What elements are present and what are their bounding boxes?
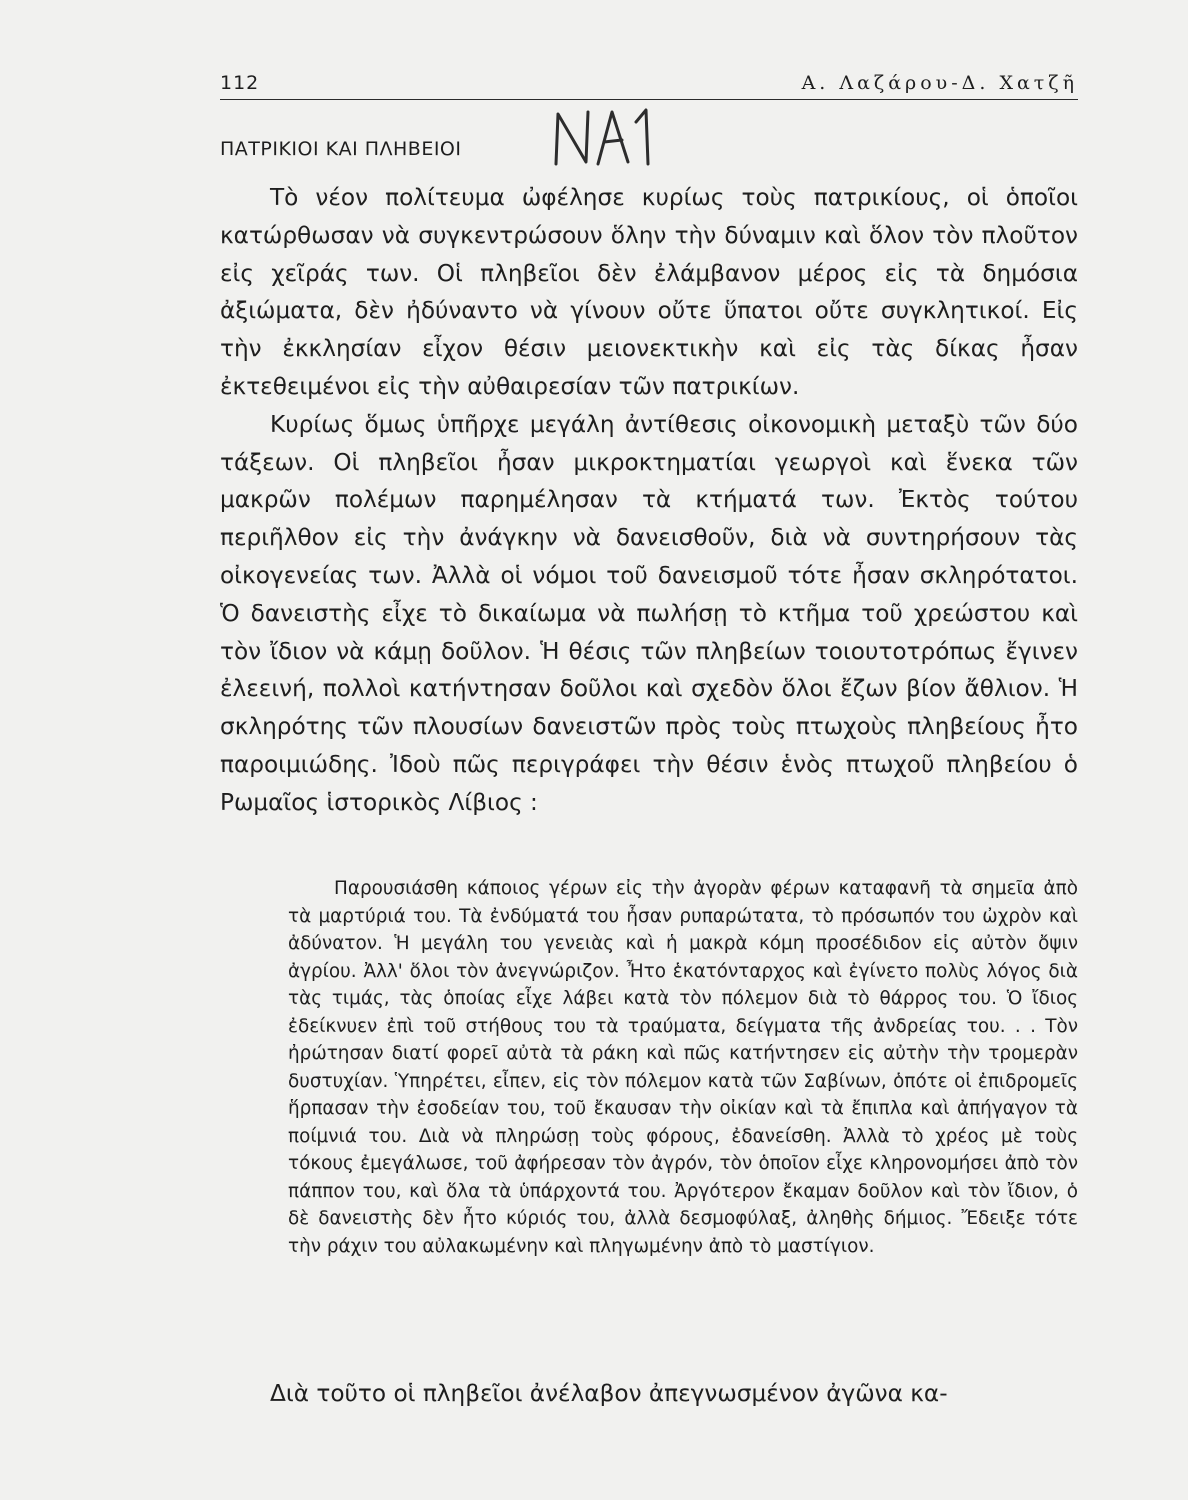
paragraph: Κυρίως ὅμως ὑπῆρχε μεγάλη ἀντίθεσις οἰκονομικὴ μεταξὺ τῶν δύο τάξεων. Οἱ πληβεῖοι ἦσαν μικροκτηματίαι γεωργοὶ καὶ ἕνεκα τῶν μακρῶν πολέμων παρημέλησαν τὰ κτήματά των. Ἐκτὸς τούτου περιῆλθον εἰς τὴν ἀνάγκην νὰ δανεισθοῦν, διὰ νὰ συντηρήσουν τὰς οἰκογενείας των. Ἀλλὰ οἱ νόμοι τοῦ δανεισμοῦ τότε ἦσαν σκληρότατοι. Ὁ δανειστὴς εἶχε τὸ δικαίωμα νὰ πωλήσῃ τὸ κτῆμα τοῦ χρεώστου καὶ τὸν ἴδιον νὰ κάμῃ δοῦλον. Ἡ θέσις τῶν πληβείων τοιουτοτρόπως ἔγινεν ἐλεεινή, πολλοὶ κατήντησαν δοῦλοι καὶ σχεδὸν ὅλοι ἔζων βίον ἄθλιον. Ἡ σκληρότης τῶν πλουσίων δανειστῶν πρὸς τοὺς πτωχοὺς πληβείους ἦτο παροιμιώδης. Ἰδοὺ πῶς περιγράφει τὴν θέσιν ἑνὸς πτωχοῦ πληβείου ὁ Ρωμαῖος ἱστορικὸς Λίβιος :	[220, 410, 1078, 816]
paragraph: Διὰ τοῦτο οἱ πληβεῖοι ἀνέλαβον ἀπεγνωσμένον ἀγῶνα κα-	[270, 1380, 948, 1407]
page-header	[220, 68, 1078, 100]
quoted-passage	[288, 875, 1078, 1260]
running-head: Α. Λαζάρου-Δ. Χατζῆ	[801, 72, 1078, 94]
continuation-text	[220, 1375, 1078, 1413]
paragraph: Τὸ νέον πολίτευμα ὠφέλησε κυρίως τοὺς πατρικίους, οἱ ὁποῖοι κατώρθωσαν νὰ συγκεντρώσουν ὅλην τὴν δύναμιν καὶ ὅλον τὸν πλοῦτον εἰς χεῖράς των. Οἱ πληβεῖοι δὲν ἐλάμβανον μέρος εἰς τὰ δημόσια ἀξιώματα, δὲν ἠδύναντο νὰ γίνουν οὔτε ὕπατοι οὔτε συγκλητικοί. Εἰς τὴν ἐκκλησίαν εἶχον θέσιν μειονεκτικὴν καὶ εἰς τὰς δίκας ἦσαν ἐκτεθειμένοι εἰς τὴν αὐθαιρεσίαν τῶν πατρικίων.	[220, 184, 1078, 400]
header-rule	[220, 99, 1078, 100]
section-title: ΠΑΤΡΙΚΙΟΙ ΚΑΙ ΠΛΗΒΕΙΟΙ	[220, 138, 462, 160]
handwritten-note	[550, 104, 660, 168]
main-text	[220, 179, 1078, 822]
quote-text: Παρουσιάσθη κάποιος γέρων εἰς τὴν ἀγορὰν φέρων καταφανῆ τὰ σημεῖα ἀπὸ τὰ μαρτύριά του. Τὰ ἐνδύματά του ἦσαν ρυπαρώτατα, τὸ πρόσωπόν του ὠχρὸν καὶ ἀδύνατον. Ἡ μεγάλη του γενειὰς καὶ ἡ μακρὰ κόμη προσέδιδον εἰς αὐτὸν ὄψιν ἀγρίου. Ἀλλ' ὅλοι τὸν ἀνεγνώριζον. Ἦτο ἑκατόνταρχος καὶ ἐγίνετο πολὺς λόγος διὰ τὰς τιμάς, τὰς ὁποίας εἶχε λάβει κατὰ τὸν πόλεμον διὰ τὸ θάρρος του. Ὁ ἴδιος ἐδείκνυεν ἐπὶ τοῦ στήθους του τὰ τραύματα, δείγματα τῆς ἀνδρείας του. . . Τὸν ἠρώτησαν διατί φορεῖ αὐτὰ τὰ ράκη καὶ πῶς κατήντησεν εἰς αὐτὴν τὴν τρομερὰν δυστυχίαν. Ὑπηρέτει, εἶπεν, εἰς τὸν πόλεμον κατὰ τῶν Σαβίνων, ὁπότε οἱ ἐπιδρομεῖς ἥρπασαν τὴν ἐσοδείαν του, τοῦ ἔκαυσαν τὴν οἰκίαν καὶ τὰ ἔπιπλα καὶ ἀπήγαγον τὰ ποίμνιά του. Διὰ νὰ πληρώσῃ τοὺς φόρους, ἐδανείσθη. Ἀλλὰ τὸ χρέος μὲ τοὺς τόκους ἐμεγάλωσε, τοῦ ἀφήρεσαν τὸν ἀγρόν, τὸν ὁποῖον εἶχε κληρονομήσει ἀπὸ τὸν πάππον του, καὶ ὅλα τὰ ὑπάρχοντά του. Ἀργότερον ἔκαμαν δοῦλον καὶ τὸν ἴδιον, ὁ δὲ δανειστὴς δὲν ἦτο κύριός του, ἀλλὰ δεσμοφύλαξ, ἀληθὴς δήμιος. Ἔδειξε τότε τὴν ράχιν του αὐλακωμένην καὶ πληγωμένην ἀπὸ τὸ μαστίγιον.	[288, 878, 1078, 1257]
page-number: 112	[220, 72, 260, 94]
